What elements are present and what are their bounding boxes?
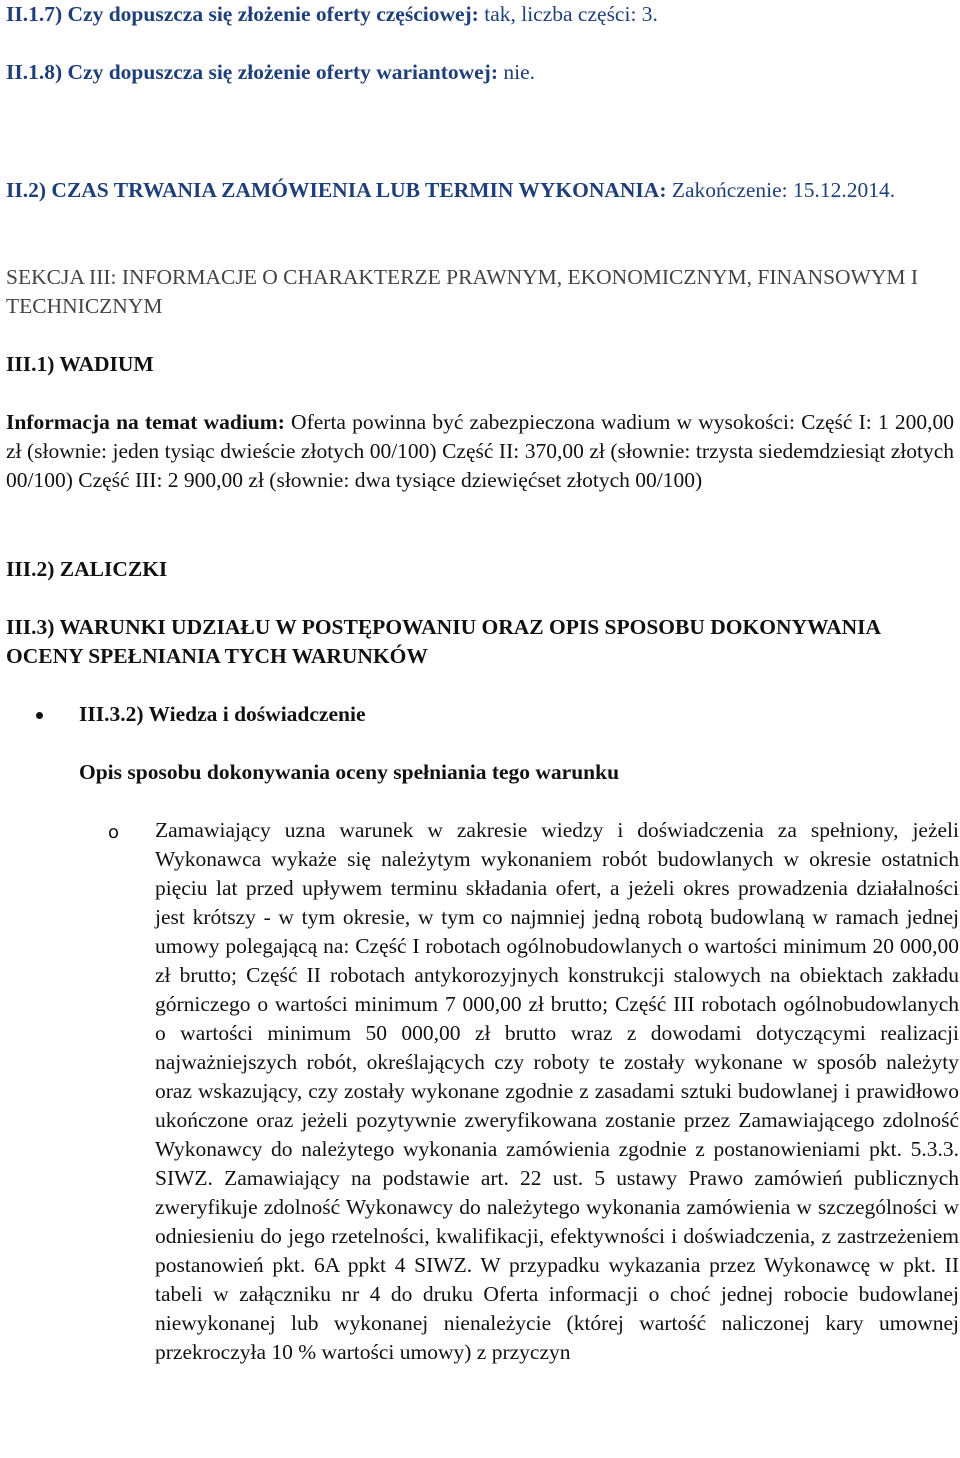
- wadium-label: Informacja na temat wadium:: [6, 410, 285, 434]
- section-ii-1-8: [6, 58, 956, 87]
- wadium-text: Oferta powinna być zabezpieczona wadium w wysokości: Część I: 1 200,00 zł (słownie: jeden tysiąc dwieście złotych 00/100) Część II: 370,00 zł (słownie: trzysta siedemdziesiąt złotych 00/100) Część III: 2 900,00 zł (słownie: dwa tysiące dziewięćset złotych 00/100): [6, 410, 954, 492]
- warunki-heading: III.3) WARUNKI UDZIAŁU W POSTĘPOWANIU ORAZ OPIS SPOSOBU DOKONYWANIA OCENY SPEŁNIANIA TYCH WARUNKÓW: [6, 615, 880, 668]
- section-ii-1-8-value: nie.: [498, 60, 536, 84]
- section-iii-title: SEKCJA III: INFORMACJE O CHARAKTERZE PRAWNYM, EKONOMICZNYM, FINANSOWYM I TECHNICZNYM: [6, 265, 919, 318]
- section-ii-1-7-label: II.1.7) Czy dopuszcza się złożenie oferty częściowej:: [6, 2, 479, 26]
- bullet-wiedza-label: III.3.2) Wiedza i doświadczenie: [79, 702, 366, 726]
- wadium-info: [6, 408, 954, 495]
- bullet-dot-icon: [36, 712, 43, 719]
- zaliczki-heading: III.2) ZALICZKI: [6, 557, 168, 581]
- warunek-description: Zamawiający uzna warunek w zakresie wiedzy i doświadczenia za spełniony, jeżeli Wykonawca wykaże się należytym wykonaniem robót budowlanych w okresie ostatnich pięciu lat przed upływem terminu składania ofert, a jeżeli okres prowadzenia działalności jest krótszy - w tym okresie, w tym co najmniej jedną robotą budowlaną w ramach jednej umowy polegającą na: Część I robotach ogólnobudowlanych o wartości minimum 20 000,00 zł brutto; Część II robotach antykorozyjnych konstrukcji stalowych na obiektach zakładu górniczego o wartości minimum 7 000,00 zł brutto; Część III robotach ogólnobudowlanych o wartości minimum 50 000,00 zł brutto wraz z dowodami dotyczącymi realizacji najważniejszych robót, określających czy roboty te zostały wykonane w sposób należyty oraz wskazujący, czy zostały wykonane zgodnie z zasadami sztuki budowlanej i prawidłowo ukończone oraz jeżeli pozytywnie zweryfikowana zostanie przez Zamawiającego zdolność Wykonawcy do należytego wykonania zamówienia zgodnie z postanowieniami pkt. 5.3.3. SIWZ. Zamawiający na podstawie art. 22 ust. 5 ustawy Prawo zamówień publicznych zweryfikuje zdolność Wykonawcy do należytego wykonania zamówienia w szczególności w odniesieniu do jego rzetelności, kwalifikacji, efektywności i doświadczenia, z zastrzeżeniem postanowień pkt. 6A ppkt 4 SIWZ. W przypadku wykazania przez Wykonawcę w pkt. II tabeli w załączniku nr 4 do druku Oferta informacji o choć jednej robocie budowlanej niewykonanej lub wykonanej nienależycie (której wartość naliczonej kary umownej przekroczyła 10 % wartości umowy) z przyczyn: [155, 818, 959, 1364]
- wadium-heading: III.1) WADIUM: [6, 352, 154, 376]
- section-ii-2: [6, 176, 936, 205]
- bullet-item-wiedza: [0, 700, 960, 730]
- sub-bullet-circle-icon: o: [108, 822, 120, 843]
- section-ii-1-8-label: II.1.8) Czy dopuszcza się złożenie oferty wariantowej:: [6, 60, 498, 84]
- section-ii-2-label: II.2) CZAS TRWANIA ZAMÓWIENIA LUB TERMIN WYKONANIA:: [6, 178, 667, 202]
- opis-title: Opis sposobu dokonywania oceny spełniania tego warunku: [79, 760, 620, 784]
- section-ii-1-7-value: tak, liczba części: 3.: [478, 2, 658, 26]
- section-ii-2-value: Zakończenie: 15.12.2014.: [666, 178, 896, 202]
- section-ii-1-7: [6, 0, 956, 29]
